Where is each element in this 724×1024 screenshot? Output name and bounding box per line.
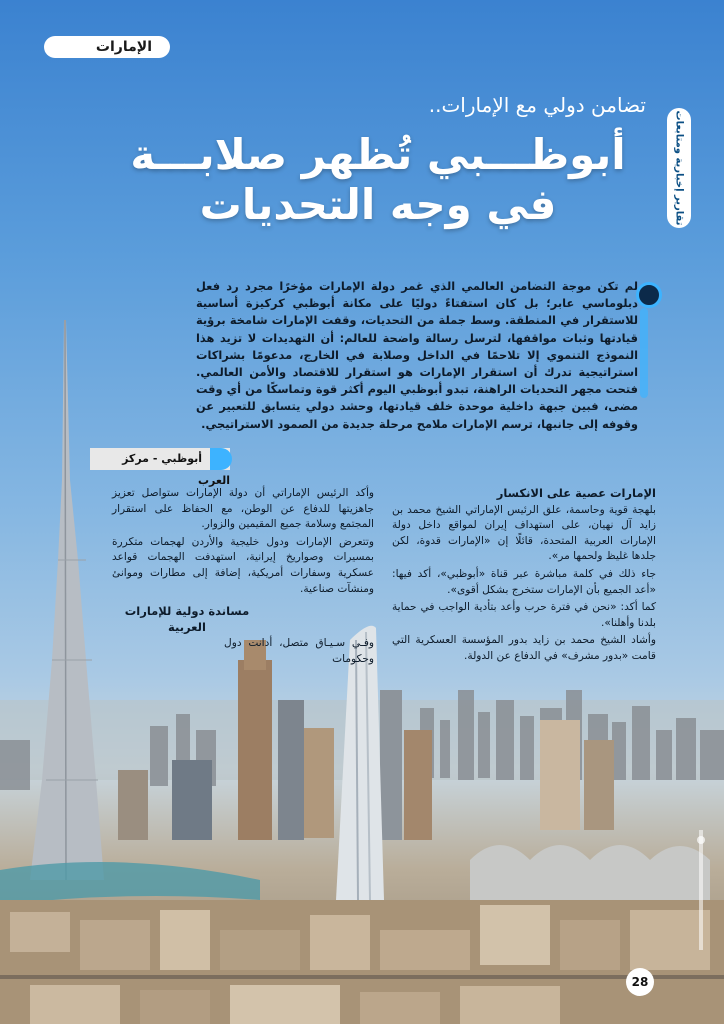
dateline <box>90 448 230 487</box>
fountain-lake <box>0 862 260 905</box>
lead-accent-bar <box>640 308 648 398</box>
dubai-mall-roof <box>470 845 710 900</box>
kicker: تضامن دولي مع الإمارات.. <box>428 93 646 117</box>
right-column-heading: الإمارات عصية على الانكسار <box>496 486 656 500</box>
right-column-p3: كما أكد: «نحن في فترة حرب وأعد بتأدية الواجب في حماية بلدنا وأهلنا». <box>392 601 656 629</box>
dateline-accent <box>210 448 232 470</box>
left-column <box>112 486 374 669</box>
left-column-subheading: مساندة دولية للإمارات العربية <box>124 604 250 635</box>
right-column-p1: بلهجة قوية وحاسمة، علق الرئيس الإماراتي الشيخ محمد بن زايد آل نهيان، على استهداف إيران لمواقع داخل دولة الإمارات العربية المتحدة، قائلًا إن «الإمارات قدوة، لكن جلدها غليظ ولحمها مر». <box>392 503 656 563</box>
right-column <box>392 486 656 667</box>
headline-line-2: في وجه التحديات <box>199 180 557 229</box>
foreground-buildings <box>0 900 724 1024</box>
dateline-text: أبوظبي - مركز العرب <box>122 452 230 487</box>
left-column-p2: وتتعرض الإمارات ودول خليجية والأردن لهجمات متكررة بمسيرات وصواريخ إيرانية، استهدفت الهجمات قواعد عسكرية وسفارات أمريكية، إضافة إلى مطارات وموانئ ومنشآت صناعية. <box>112 535 374 595</box>
burj-khalifa <box>30 320 104 880</box>
lead-bullet-icon <box>636 282 662 308</box>
lead-paragraph: لم تكن موجة التضامن العالمي الذي غمر دولة الإمارات مؤخرًا مجرد رد فعل دبلوماسي عابر؛ بل كان استفتاءً دوليًا على مكانة أبوظبي كركيزة أساسية للاستقرار في المنطقة. وسط جملة من التحديات، وقفت الإمارات شامخة برؤية قيادتها وثبات مواقفها، لترسل رسالة واضحة للعالم: أن التهديدات لا تزيد هذا النموذج التنموي إلا تلاحمًا في الداخل وصلابة في الخارج، مدعومًا بشراكات استراتيجية تدرك أن استقرار الإمارات هو استقرار للاقتصاد والأمن العالمي. فتحت مجهر التحديات الراهنة، تبدو أبوظبي اليوم أكثر قوة وتماسكًا من أي وقت مضى، فبين جبهة داخلية موحدة خلف قيادتها، وحشد دولي يتسابق للتعبير عن وقوفه إلى جانبها، ترسم الإمارات ملامح مرحلة جديدة من الصمود الاستراتيجي. <box>196 279 638 431</box>
section-tag: الإمارات <box>44 36 170 58</box>
side-tab-label: تقارير إخبارية ومتابعات <box>673 110 685 226</box>
right-column-p2: جاء ذلك في كلمة مباشرة عبر قناة «أبوظبي»، أكد فيها: «أعد الجميع بأن الإمارات ستخرج بشكل أقوى». <box>392 567 656 596</box>
left-column-p1: وأكد الرئيس الإماراتي أن دولة الإمارات ستواصل تعزيز جاهزيتها للدفاع عن الوطن، مع الحفاظ على استقرار المجتمع وسلامة جميع المقيمين والزوار. <box>112 487 374 531</box>
right-column-p4: وأشاد الشيخ محمد بن زايد بدور المؤسسة العسكرية التي قامت «بدور مشرف» في الدفاع عن الدولة. <box>392 634 656 662</box>
left-column-p3: وفـي سـيـاق متصل، أدانت دول وحكومات <box>224 637 374 665</box>
headline <box>110 130 646 230</box>
page-number: 28 <box>626 968 654 996</box>
magazine-logo-strip <box>694 830 708 950</box>
side-tab <box>667 108 691 228</box>
headline-line-1: أبوظـــبي تُظهر صلابـــة <box>130 130 626 179</box>
